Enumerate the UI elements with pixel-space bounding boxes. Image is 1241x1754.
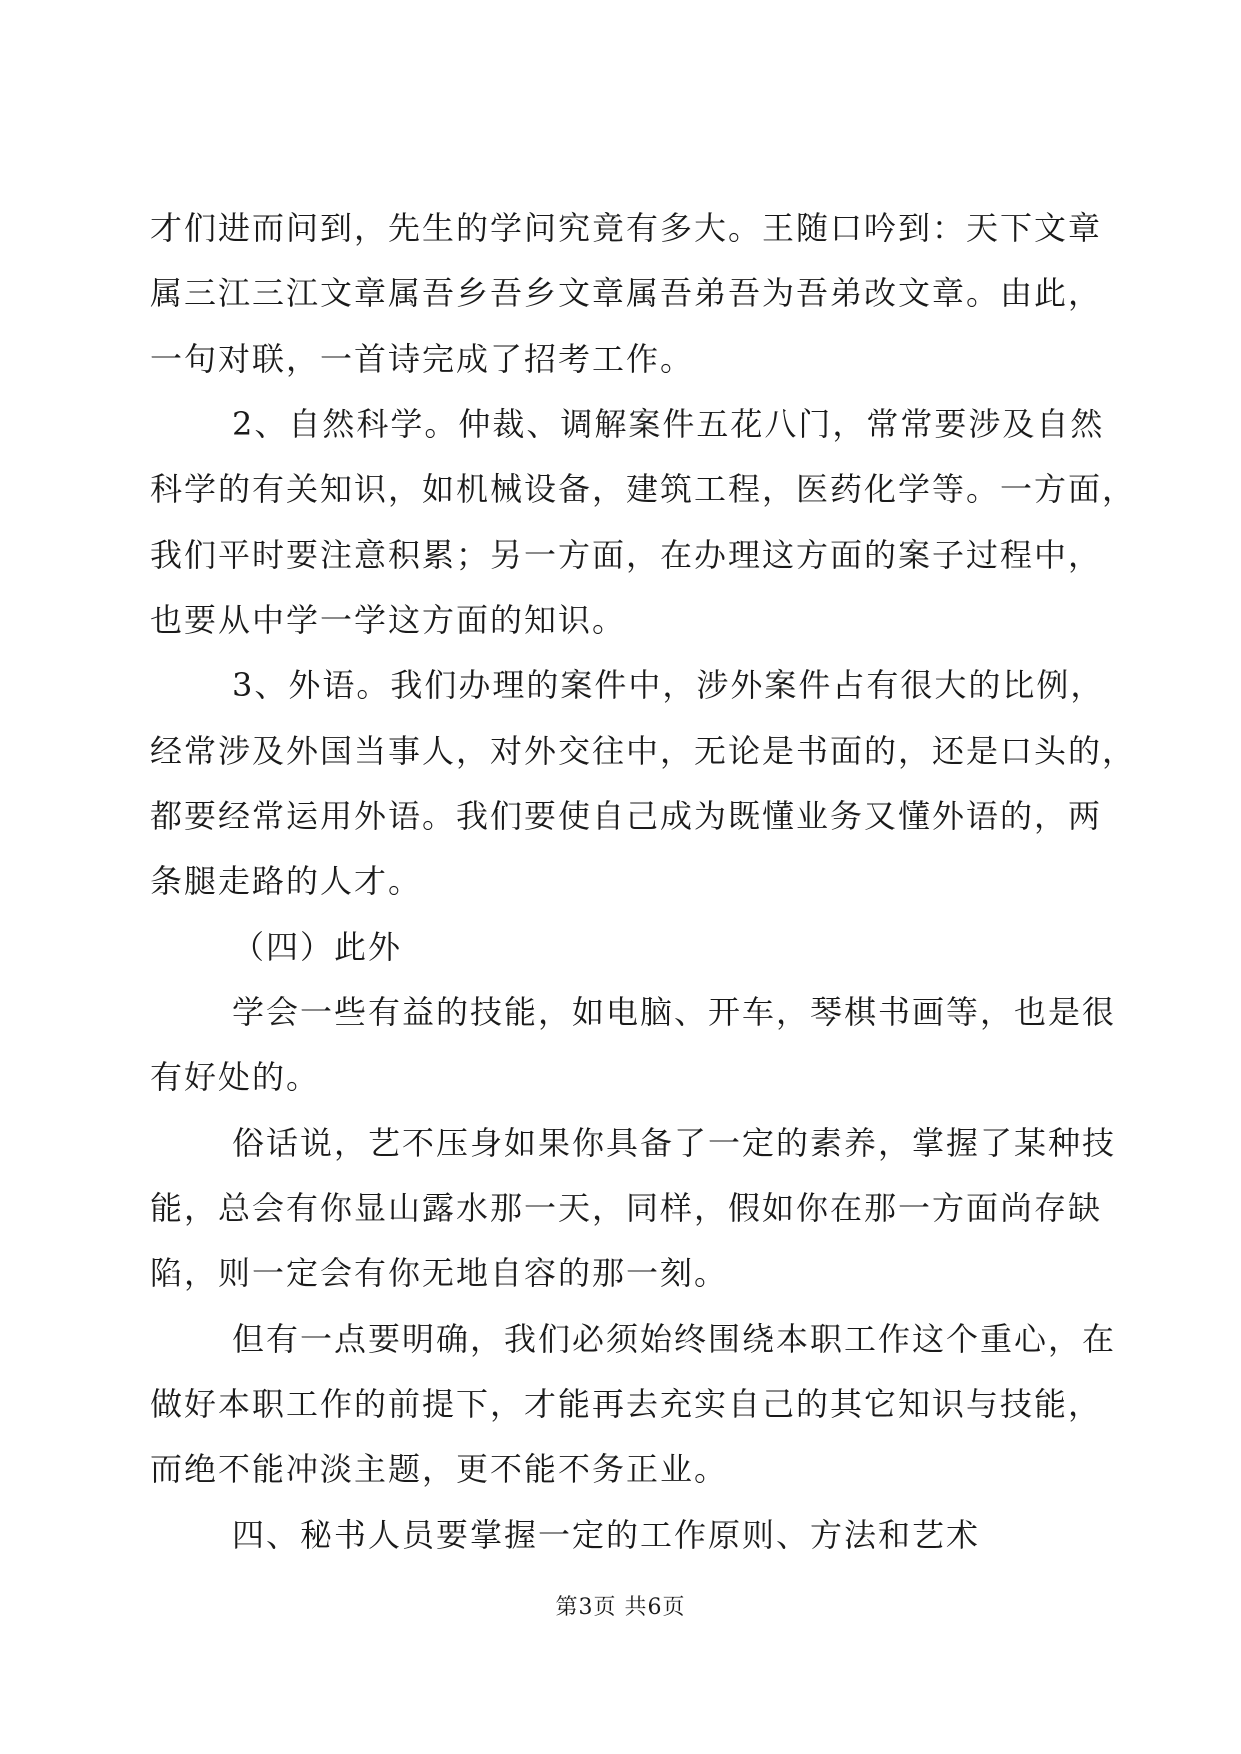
text-line [0, 1503, 1241, 1567]
text-line [0, 849, 1241, 913]
text-line [0, 1437, 1241, 1501]
text-line-content: 3、外语。我们办理的案件中，涉外案件占有很大的比例， [232, 666, 1105, 704]
text-line [0, 1307, 1241, 1371]
text-line-content: 才们进而问到，先生的学问究竟有多大。王随口吟到：天下文章 [150, 209, 1103, 247]
text-line-content: 有好处的。 [150, 1058, 321, 1096]
page-number-indicator: 第3页 共6页 [555, 1595, 686, 1620]
section-heading-text: （四）此外 [232, 928, 403, 966]
text-line-content: 属三江三江文章属吾乡吾乡文章属吾弟吾为吾弟改文章。由此， [150, 274, 1103, 312]
text-line-content: 条腿走路的人才。 [150, 862, 423, 900]
text-line [0, 327, 1241, 391]
text-line [0, 784, 1241, 848]
text-line [0, 980, 1241, 1044]
text-line-content: 经常涉及外国当事人，对外交往中，无论是书面的，还是口头的， [150, 732, 1137, 770]
text-line-content: 学会一些有益的技能，如电脑、开车，琴棋书画等，也是很 [232, 993, 1117, 1031]
text-line [0, 1372, 1241, 1436]
text-line-content: 陷，则一定会有你无地自容的那一刻。 [150, 1254, 729, 1292]
text-line [0, 588, 1241, 652]
text-line [0, 1176, 1241, 1240]
text-line [0, 392, 1241, 456]
text-line [0, 1111, 1241, 1175]
text-line-content: 也要从中学一学这方面的知识。 [150, 601, 627, 639]
text-line [0, 196, 1241, 260]
text-line-content: 能，总会有你显山露水那一天，同样，假如你在那一方面尚存缺 [150, 1189, 1103, 1227]
section-heading [0, 915, 1241, 979]
text-line-content: 我们平时要注意积累；另一方面，在办理这方面的案子过程中， [150, 536, 1103, 574]
text-line [0, 1045, 1241, 1109]
text-line [0, 523, 1241, 587]
text-line-content: 四、秘书人员要掌握一定的工作原则、方法和艺术 [232, 1516, 981, 1554]
text-line-content: 俗话说，艺不压身如果你具备了一定的素养，掌握了某种技 [232, 1124, 1117, 1162]
text-line-content: 2、自然科学。仲裁、调解案件五花八门，常常要涉及自然 [232, 405, 1105, 443]
text-line-content: 而绝不能冲淡主题，更不能不务正业。 [150, 1450, 729, 1488]
text-line-content: 一句对联，一首诗完成了招考工作。 [150, 340, 695, 378]
text-line-content: 但有一点要明确，我们必须始终围绕本职工作这个重心，在 [232, 1320, 1117, 1358]
text-line-content: 做好本职工作的前提下，才能再去充实自己的其它知识与技能， [150, 1385, 1103, 1423]
text-line-content: 科学的有关知识，如机械设备，建筑工程，医药化学等。一方面， [150, 470, 1137, 508]
page-footer [0, 1593, 1241, 1623]
text-line-content: 都要经常运用外语。我们要使自己成为既懂业务又懂外语的，两 [150, 797, 1103, 835]
text-line [0, 1241, 1241, 1305]
text-line [0, 719, 1241, 783]
text-line [0, 261, 1241, 325]
text-line [0, 457, 1241, 521]
text-line [0, 653, 1241, 717]
